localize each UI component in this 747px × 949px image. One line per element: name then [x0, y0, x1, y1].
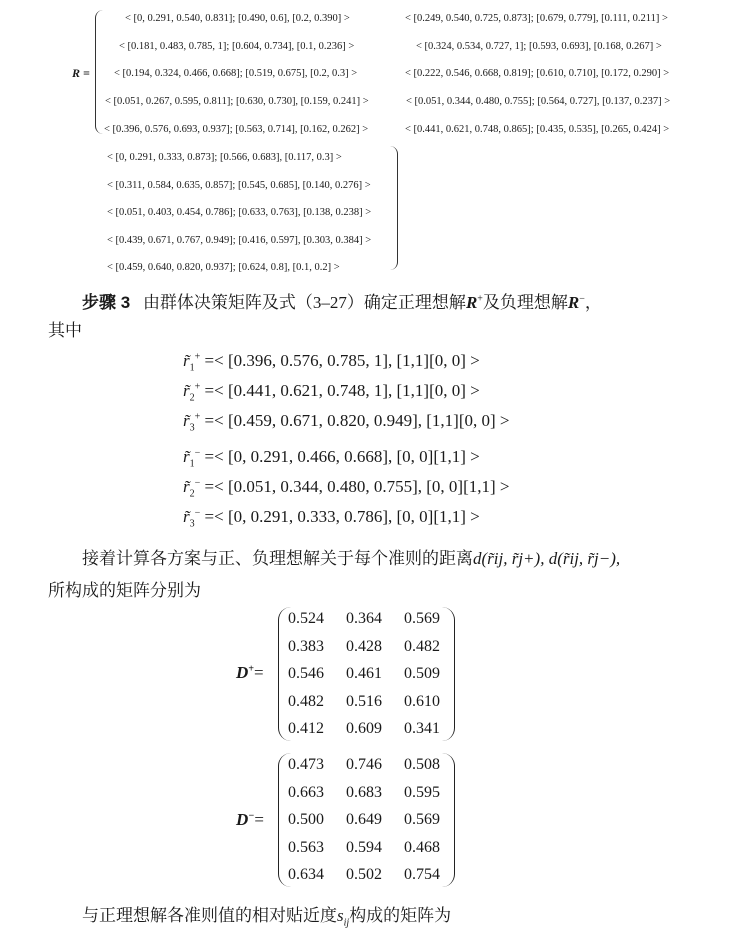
step3-heading: 步骤 3	[82, 293, 131, 312]
ideal-solution-row: $r̃_3^+ =< [0.459$, 0.671, 0.820, 0.949], [1,1][0, 0] >	[183, 411, 510, 434]
positive-ideal-sup: +	[477, 293, 483, 305]
r-cell: < [0.181, 0.483, 0.785, 1]; [0.604, 0.734], [0.1, 0.236] >	[119, 41, 355, 52]
matrix-cell: 0.634	[288, 866, 324, 883]
matrix-cell: 0.509	[404, 665, 440, 682]
r-cell: < [0.441, 0.621, 0.748, 0.865]; [0.435, 0.535], [0.265, 0.424] >	[405, 124, 670, 135]
r-cell: < [0, 0.291, 0.333, 0.873]; [0.566, 0.683], [0.117, 0.3] >	[107, 152, 342, 163]
r-matrix-label: R =	[72, 66, 90, 80]
matrix-cell: 0.594	[346, 838, 382, 856]
matrix-cell: 0.482	[404, 637, 440, 655]
negative-ideal-symbol: R	[567, 293, 580, 312]
matrix-cell: 0.524	[288, 610, 324, 627]
ideal-solution-row: $r̃_3^- =< [0$, 0.291, 0.333, 0.786], [0, 0][1,1] >	[183, 507, 480, 530]
matrix-cell: 0.482	[288, 692, 324, 710]
positive-ideal-symbol: R	[465, 293, 478, 312]
r-matrix-left-bracket	[95, 10, 104, 134]
r-cell: < [0.249, 0.540, 0.725, 0.873]; [0.679, 0.779], [0.111, 0.211] >	[405, 13, 668, 24]
distance-paragraph-line2: 所构成的矩阵分别为	[48, 581, 201, 600]
matrix-cell: 0.412	[288, 720, 324, 737]
d-minus-right-paren	[442, 753, 455, 887]
matrix-cell: 0.595	[404, 783, 440, 801]
r-cell: < [0.194, 0.324, 0.466, 0.668]; [0.519, 0.675], [0.2, 0.3] >	[114, 68, 358, 79]
r-matrix-right-bracket	[389, 146, 398, 270]
matrix-cell: 0.500	[288, 811, 324, 828]
step3-mid: 及负理想解	[482, 293, 568, 312]
matrix-cell: 0.563	[288, 838, 324, 856]
d-plus-right-paren	[442, 607, 455, 741]
matrix-cell: 0.754	[404, 866, 440, 883]
r-cell: < [0.051, 0.403, 0.454, 0.786]; [0.633, 0.763], [0.138, 0.238] >	[107, 207, 372, 218]
negative-ideal-sup: −	[579, 293, 585, 305]
matrix-cell: 0.610	[404, 692, 440, 710]
ideal-solution-row: $r̃_2^- =< [0.051$, 0.344, 0.480, 0.755], [0, 0][1,1] >	[183, 477, 510, 500]
matrix-cell: 0.546	[288, 665, 324, 682]
matrix-cell: 0.609	[346, 720, 382, 737]
matrix-cell: 0.502	[346, 866, 382, 883]
r-cell: < [0.051, 0.344, 0.480, 0.755]; [0.564, 0.727], [0.137, 0.237] >	[406, 96, 671, 107]
matrix-cell: 0.746	[346, 756, 382, 773]
ideal-solution-row: $r̃_1^+ =< [0.396$, 0.576, 0.785, 1], [1,1][0, 0] >	[183, 351, 480, 374]
ideal-solution-row: $r̃_2^+ =< [0.441$, 0.621, 0.748, 1], [1,1][0, 0] >	[183, 381, 480, 404]
matrix-cell: 0.508	[404, 756, 440, 773]
step3-end: ，	[584, 293, 602, 312]
matrix-cell: 0.428	[346, 637, 382, 655]
step3-line	[82, 288, 602, 313]
r-cell: < [0, 0.291, 0.540, 0.831]; [0.490, 0.6], [0.2, 0.390] >	[125, 13, 350, 24]
distance-formula: d(r̃ij, r̃j+), d(r̃ij, r̃j−),	[473, 549, 621, 568]
matrix-cell: 0.516	[346, 692, 382, 710]
r-cell: < [0.222, 0.546, 0.668, 0.819]; [0.610, 0.710], [0.172, 0.290] >	[405, 68, 670, 79]
matrix-cell: 0.473	[288, 756, 324, 773]
matrix-cell: 0.569	[404, 811, 440, 828]
r-cell: < [0.311, 0.584, 0.635, 0.857]; [0.545, 0.685], [0.140, 0.276] >	[107, 180, 371, 191]
ideal-solution-row: $r̃_1^- =< [0$, 0.291, 0.466, 0.668], [0, 0][1,1] >	[183, 447, 480, 470]
matrix-cell: 0.383	[288, 637, 324, 655]
matrix-cell: 0.663	[288, 783, 324, 801]
r-cell: < [0.324, 0.534, 0.727, 1]; [0.593, 0.693], [0.168, 0.267] >	[416, 41, 662, 52]
r-cell: < [0.439, 0.671, 0.767, 0.949]; [0.416, 0.597], [0.303, 0.384] >	[107, 235, 372, 246]
r-cell: < [0.459, 0.640, 0.820, 0.937]; [0.624, 0.8], [0.1, 0.2] >	[107, 262, 340, 273]
step3-line2: 其中	[48, 321, 82, 340]
matrix-cell: 0.468	[404, 838, 440, 856]
matrix-cell: 0.341	[404, 720, 440, 737]
d-plus-label: D+=	[236, 663, 264, 682]
r-cell: < [0.051, 0.267, 0.595, 0.811]; [0.630, 0.730], [0.159, 0.241] >	[105, 96, 369, 107]
matrix-cell: 0.649	[346, 811, 382, 828]
matrix-cell: 0.364	[346, 610, 382, 627]
r-cell: < [0.396, 0.576, 0.693, 0.937]; [0.563, 0.714], [0.162, 0.262] >	[104, 124, 369, 135]
d-minus-label: D−=	[236, 810, 264, 829]
closeness-paragraph: 与正理想解各准则值的相对贴近度$s_{ij}$构成的矩阵为	[82, 906, 452, 929]
step3-text: 由群体决策矩阵及式（3–27）确定正理想解	[142, 293, 466, 312]
matrix-cell: 0.461	[346, 665, 382, 682]
matrix-cell: 0.569	[404, 610, 440, 627]
matrix-cell: 0.683	[346, 783, 382, 801]
distance-paragraph: 接着计算各方案与正、负理想解关于每个准则的距离d(r̃ij, r̃j+), d(r̃ij, r̃j−),	[82, 549, 621, 568]
